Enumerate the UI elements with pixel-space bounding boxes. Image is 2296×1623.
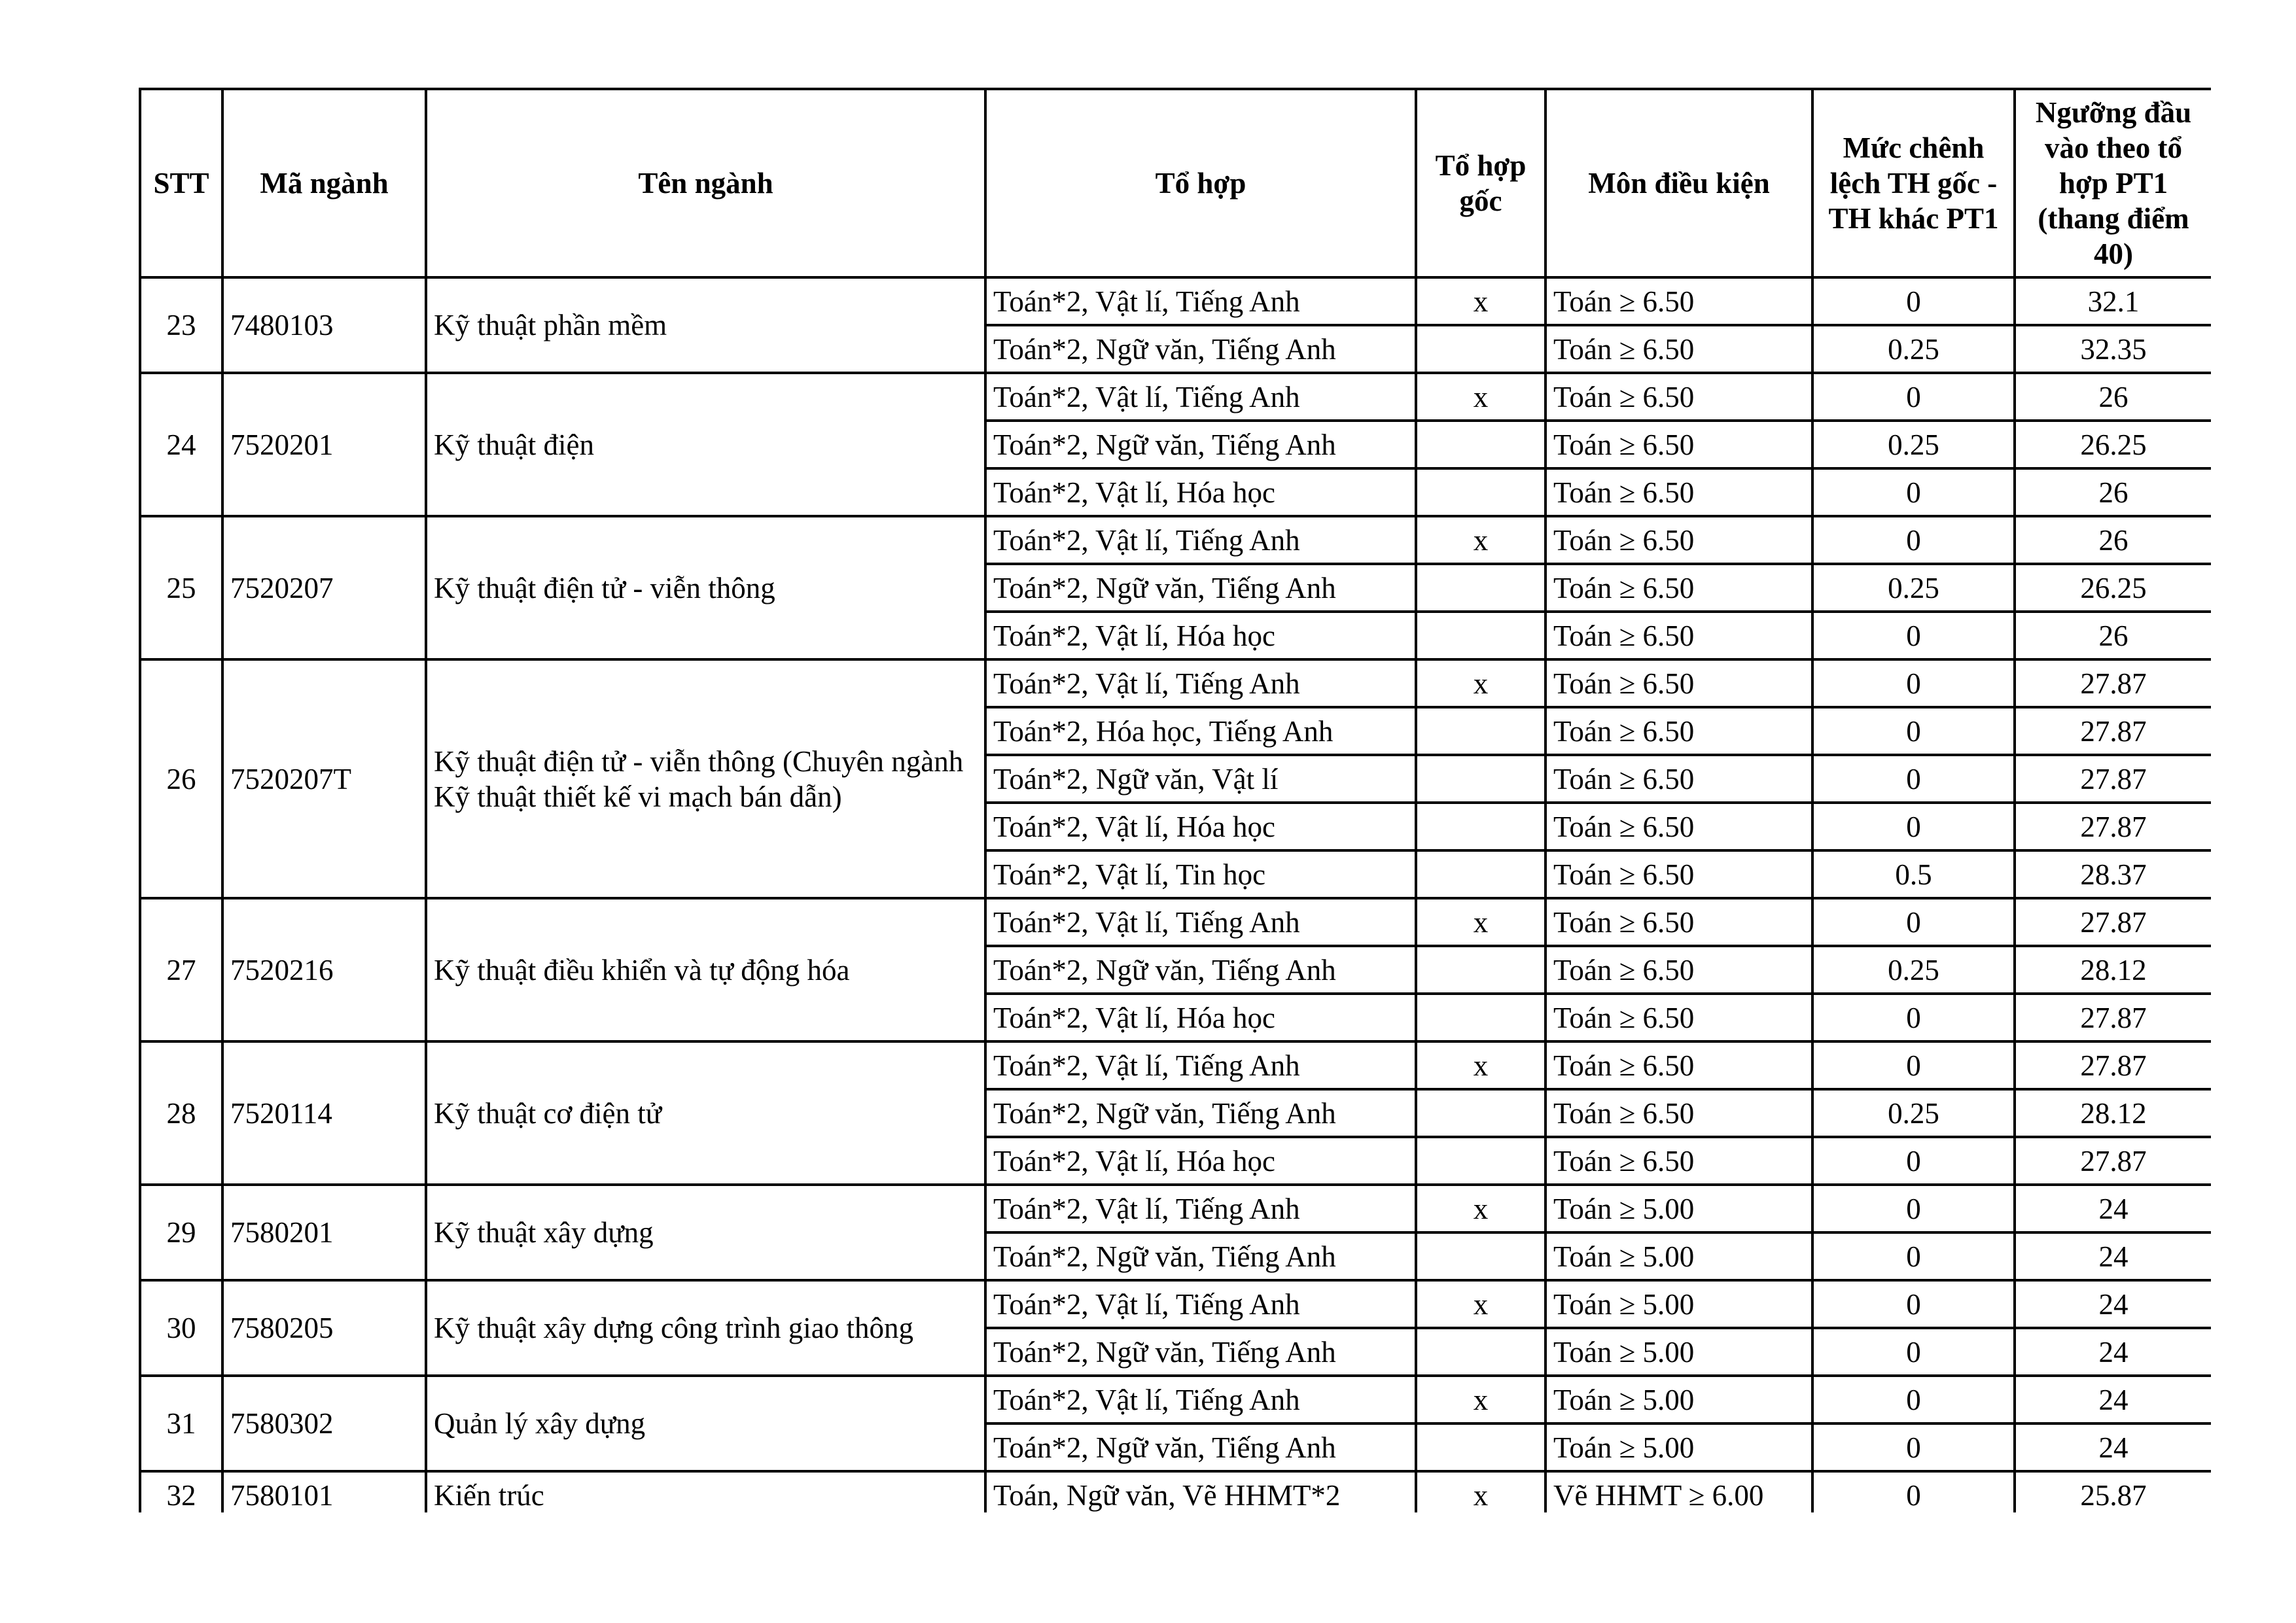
table-row [140, 373, 2211, 421]
cell-combination: Toán*2, Ngữ văn, Tiếng Anh [985, 1232, 1416, 1280]
cell-condition: Toán ≥ 6.50 [1545, 755, 1812, 803]
cell-condition: Toán ≥ 5.00 [1545, 1376, 1812, 1423]
cell-difference: 0.25 [1812, 421, 2015, 468]
header-difference: Mức chênh lệch TH gốc - TH khác PT1 [1812, 89, 2015, 277]
cell-combination: Toán*2, Ngữ văn, Tiếng Anh [985, 564, 1416, 612]
cell-base-mark [1416, 612, 1545, 659]
table-row [140, 277, 2211, 325]
cell-threshold: 24 [2015, 1328, 2211, 1376]
cell-base-mark [1416, 803, 1545, 850]
cell-threshold: 27.87 [2015, 803, 2211, 850]
cell-difference: 0 [1812, 1328, 2015, 1376]
cell-base-mark [1416, 707, 1545, 755]
cell-threshold: 27.87 [2015, 659, 2211, 707]
cell-condition: Toán ≥ 6.50 [1545, 1041, 1812, 1089]
table-header-row [140, 89, 2211, 277]
cell-base-mark [1416, 1089, 1545, 1137]
table-row [140, 1041, 2211, 1089]
header-combination: Tổ hợp [985, 89, 1416, 277]
cell-major-name: Kiến trúc [426, 1471, 985, 1512]
cell-major-code: 7580205 [222, 1280, 426, 1376]
cell-combination: Toán*2, Vật lí, Hóa học [985, 1137, 1416, 1185]
cell-difference: 0 [1812, 803, 2015, 850]
cell-major-code: 7480103 [222, 277, 426, 373]
cell-threshold: 26 [2015, 612, 2211, 659]
cell-condition: Toán ≥ 6.50 [1545, 898, 1812, 946]
cell-difference: 0 [1812, 898, 2015, 946]
cell-condition: Toán ≥ 6.50 [1545, 277, 1812, 325]
cell-combination: Toán*2, Vật lí, Hóa học [985, 612, 1416, 659]
cell-difference: 0 [1812, 707, 2015, 755]
table-row [140, 516, 2211, 564]
cell-threshold: 32.1 [2015, 277, 2211, 325]
table-body [140, 277, 2211, 1512]
cell-base-mark: x [1416, 898, 1545, 946]
cell-threshold: 26.25 [2015, 421, 2211, 468]
table-row [140, 1185, 2211, 1232]
cell-condition: Toán ≥ 6.50 [1545, 850, 1812, 898]
cell-condition: Toán ≥ 6.50 [1545, 946, 1812, 994]
cell-difference: 0 [1812, 612, 2015, 659]
cell-condition: Toán ≥ 6.50 [1545, 373, 1812, 421]
cell-major-name: Kỹ thuật điện tử - viễn thông (Chuyên ngành Kỹ thuật thiết kế vi mạch bán dẫn) [426, 659, 985, 898]
cell-base-mark: x [1416, 373, 1545, 421]
cell-condition: Toán ≥ 6.50 [1545, 1137, 1812, 1185]
cell-condition: Toán ≥ 6.50 [1545, 564, 1812, 612]
cell-stt: 30 [140, 1280, 222, 1376]
cell-base-mark [1416, 468, 1545, 516]
cell-threshold: 28.12 [2015, 946, 2211, 994]
cell-major-code: 7520216 [222, 898, 426, 1041]
cell-threshold: 25.87 [2015, 1471, 2211, 1512]
cell-base-mark [1416, 946, 1545, 994]
cell-major-name: Kỹ thuật xây dựng công trình giao thông [426, 1280, 985, 1376]
cell-combination: Toán, Ngữ văn, Vẽ HHMT*2 [985, 1471, 1416, 1512]
header-threshold: Ngưỡng đầu vào theo tổ hợp PT1 (thang điểm 40) [2015, 89, 2211, 277]
cell-base-mark [1416, 1423, 1545, 1471]
cell-condition: Toán ≥ 6.50 [1545, 707, 1812, 755]
cell-combination: Toán*2, Vật lí, Tiếng Anh [985, 516, 1416, 564]
cell-combination: Toán*2, Ngữ văn, Tiếng Anh [985, 1089, 1416, 1137]
cell-major-code: 7520201 [222, 373, 426, 516]
cell-threshold: 27.87 [2015, 898, 2211, 946]
cell-difference: 0 [1812, 1376, 2015, 1423]
cell-condition: Toán ≥ 6.50 [1545, 325, 1812, 373]
header-major-code: Mã ngành [222, 89, 426, 277]
cell-base-mark [1416, 994, 1545, 1041]
cell-combination: Toán*2, Vật lí, Tin học [985, 850, 1416, 898]
cell-combination: Toán*2, Vật lí, Tiếng Anh [985, 373, 1416, 421]
cell-difference: 0.5 [1812, 850, 2015, 898]
cell-difference: 0 [1812, 1280, 2015, 1328]
cell-threshold: 28.37 [2015, 850, 2211, 898]
cell-condition: Toán ≥ 5.00 [1545, 1423, 1812, 1471]
cell-threshold: 27.87 [2015, 707, 2211, 755]
cell-major-name: Quản lý xây dựng [426, 1376, 985, 1471]
cell-base-mark [1416, 1328, 1545, 1376]
cell-difference: 0.25 [1812, 564, 2015, 612]
cell-base-mark: x [1416, 1376, 1545, 1423]
cell-major-code: 7520114 [222, 1041, 426, 1185]
cell-difference: 0.25 [1812, 946, 2015, 994]
cell-stt: 25 [140, 516, 222, 659]
cell-difference: 0 [1812, 755, 2015, 803]
cell-major-name: Kỹ thuật xây dựng [426, 1185, 985, 1280]
cell-combination: Toán*2, Vật lí, Tiếng Anh [985, 898, 1416, 946]
cell-threshold: 27.87 [2015, 994, 2211, 1041]
cell-major-name: Kỹ thuật điện tử - viễn thông [426, 516, 985, 659]
cell-major-code: 7580302 [222, 1376, 426, 1471]
header-major-name: Tên ngành [426, 89, 985, 277]
cell-difference: 0.25 [1812, 1089, 2015, 1137]
cell-difference: 0 [1812, 277, 2015, 325]
cell-difference: 0 [1812, 1232, 2015, 1280]
header-stt: STT [140, 89, 222, 277]
cell-condition: Toán ≥ 6.50 [1545, 468, 1812, 516]
cell-base-mark [1416, 325, 1545, 373]
cell-combination: Toán*2, Hóa học, Tiếng Anh [985, 707, 1416, 755]
cell-base-mark [1416, 1232, 1545, 1280]
table-row [140, 659, 2211, 707]
cell-stt: 23 [140, 277, 222, 373]
cell-difference: 0 [1812, 373, 2015, 421]
cell-difference: 0 [1812, 1471, 2015, 1512]
cell-combination: Toán*2, Vật lí, Tiếng Anh [985, 277, 1416, 325]
cell-combination: Toán*2, Ngữ văn, Tiếng Anh [985, 325, 1416, 373]
cell-threshold: 26.25 [2015, 564, 2211, 612]
cell-threshold: 28.12 [2015, 1089, 2211, 1137]
cell-difference: 0.25 [1812, 325, 2015, 373]
admission-table-wrapper [139, 88, 2211, 1512]
cell-stt: 31 [140, 1376, 222, 1471]
cell-stt: 24 [140, 373, 222, 516]
cell-major-code: 7520207T [222, 659, 426, 898]
cell-difference: 0 [1812, 468, 2015, 516]
cell-combination: Toán*2, Vật lí, Tiếng Anh [985, 1041, 1416, 1089]
cell-difference: 0 [1812, 1137, 2015, 1185]
cell-base-mark: x [1416, 277, 1545, 325]
cell-condition: Toán ≥ 6.50 [1545, 516, 1812, 564]
cell-base-mark: x [1416, 1471, 1545, 1512]
cell-stt: 32 [140, 1471, 222, 1512]
cell-difference: 0 [1812, 994, 2015, 1041]
cell-base-mark: x [1416, 516, 1545, 564]
cell-threshold: 24 [2015, 1280, 2211, 1328]
table-row [140, 1471, 2211, 1512]
cell-base-mark [1416, 1137, 1545, 1185]
cell-major-code: 7580101 [222, 1471, 426, 1512]
cell-condition: Vẽ HHMT ≥ 6.00 [1545, 1471, 1812, 1512]
cell-condition: Toán ≥ 6.50 [1545, 994, 1812, 1041]
cell-major-name: Kỹ thuật điều khiển và tự động hóa [426, 898, 985, 1041]
cell-major-name: Kỹ thuật điện [426, 373, 985, 516]
cell-combination: Toán*2, Ngữ văn, Tiếng Anh [985, 1328, 1416, 1376]
cell-condition: Toán ≥ 6.50 [1545, 803, 1812, 850]
cell-condition: Toán ≥ 5.00 [1545, 1280, 1812, 1328]
cell-combination: Toán*2, Ngữ văn, Tiếng Anh [985, 946, 1416, 994]
cell-stt: 29 [140, 1185, 222, 1280]
cell-base-mark [1416, 755, 1545, 803]
cell-condition: Toán ≥ 5.00 [1545, 1328, 1812, 1376]
cell-major-code: 7520207 [222, 516, 426, 659]
cell-threshold: 24 [2015, 1423, 2211, 1471]
cell-condition: Toán ≥ 6.50 [1545, 659, 1812, 707]
cell-difference: 0 [1812, 1185, 2015, 1232]
cell-condition: Toán ≥ 5.00 [1545, 1232, 1812, 1280]
cell-difference: 0 [1812, 1423, 2015, 1471]
cell-base-mark: x [1416, 1185, 1545, 1232]
cell-combination: Toán*2, Vật lí, Tiếng Anh [985, 1185, 1416, 1232]
table-row [140, 1280, 2211, 1328]
cell-threshold: 27.87 [2015, 755, 2211, 803]
cell-threshold: 26 [2015, 516, 2211, 564]
cell-combination: Toán*2, Vật lí, Hóa học [985, 994, 1416, 1041]
cell-base-mark [1416, 421, 1545, 468]
cell-stt: 26 [140, 659, 222, 898]
header-condition-subject: Môn điều kiện [1545, 89, 1812, 277]
cell-difference: 0 [1812, 516, 2015, 564]
cell-major-name: Kỹ thuật cơ điện tử [426, 1041, 985, 1185]
cell-base-mark: x [1416, 1041, 1545, 1089]
cell-combination: Toán*2, Ngữ văn, Tiếng Anh [985, 1423, 1416, 1471]
cell-condition: Toán ≥ 5.00 [1545, 1185, 1812, 1232]
cell-difference: 0 [1812, 659, 2015, 707]
cell-major-name: Kỹ thuật phần mềm [426, 277, 985, 373]
cell-combination: Toán*2, Ngữ văn, Tiếng Anh [985, 421, 1416, 468]
cell-threshold: 24 [2015, 1376, 2211, 1423]
cell-base-mark [1416, 564, 1545, 612]
cell-threshold: 24 [2015, 1185, 2211, 1232]
admission-threshold-table [139, 88, 2211, 1512]
cell-base-mark: x [1416, 1280, 1545, 1328]
cell-stt: 28 [140, 1041, 222, 1185]
cell-threshold: 26 [2015, 373, 2211, 421]
cell-threshold: 26 [2015, 468, 2211, 516]
header-base-combination: Tổ hợp gốc [1416, 89, 1545, 277]
cell-base-mark: x [1416, 659, 1545, 707]
cell-condition: Toán ≥ 6.50 [1545, 421, 1812, 468]
table-row [140, 1376, 2211, 1423]
cell-combination: Toán*2, Ngữ văn, Vật lí [985, 755, 1416, 803]
table-row [140, 898, 2211, 946]
cell-threshold: 27.87 [2015, 1137, 2211, 1185]
cell-threshold: 24 [2015, 1232, 2211, 1280]
cell-combination: Toán*2, Vật lí, Tiếng Anh [985, 1280, 1416, 1328]
cell-threshold: 32.35 [2015, 325, 2211, 373]
cell-stt: 27 [140, 898, 222, 1041]
cell-combination: Toán*2, Vật lí, Hóa học [985, 468, 1416, 516]
cell-threshold: 27.87 [2015, 1041, 2211, 1089]
cell-combination: Toán*2, Vật lí, Hóa học [985, 803, 1416, 850]
cell-combination: Toán*2, Vật lí, Tiếng Anh [985, 1376, 1416, 1423]
cell-difference: 0 [1812, 1041, 2015, 1089]
cell-base-mark [1416, 850, 1545, 898]
cell-combination: Toán*2, Vật lí, Tiếng Anh [985, 659, 1416, 707]
cell-major-code: 7580201 [222, 1185, 426, 1280]
cell-condition: Toán ≥ 6.50 [1545, 1089, 1812, 1137]
cell-condition: Toán ≥ 6.50 [1545, 612, 1812, 659]
